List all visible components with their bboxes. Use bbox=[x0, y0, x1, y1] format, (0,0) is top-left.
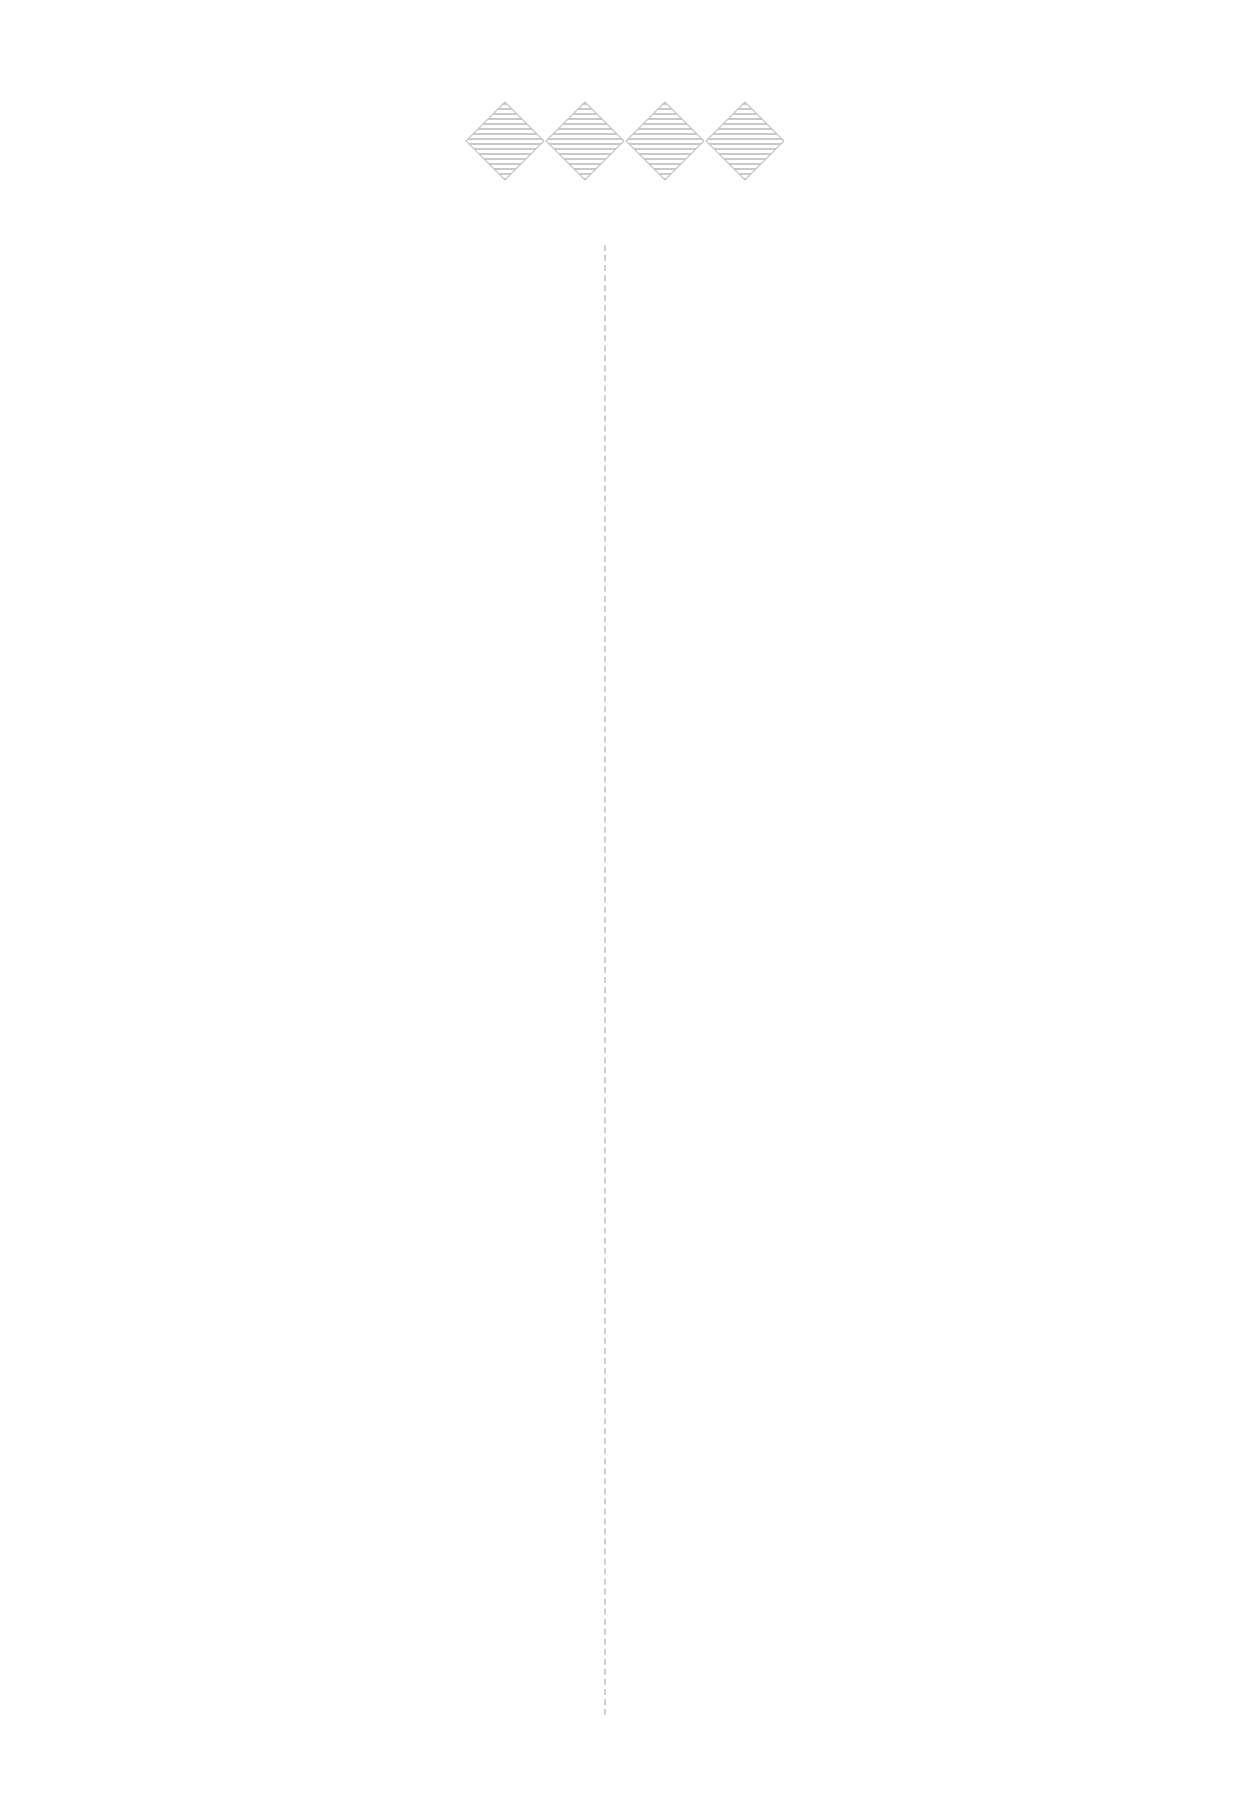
week-heading bbox=[62, 244, 582, 292]
title-char bbox=[552, 108, 618, 174]
left-column bbox=[62, 240, 582, 306]
title-char bbox=[632, 108, 698, 174]
page-title bbox=[0, 108, 1250, 174]
column-divider bbox=[604, 245, 606, 1715]
continued-line bbox=[630, 230, 1190, 277]
right-column bbox=[630, 240, 1190, 277]
title-char bbox=[472, 108, 538, 174]
title-char bbox=[712, 108, 778, 174]
